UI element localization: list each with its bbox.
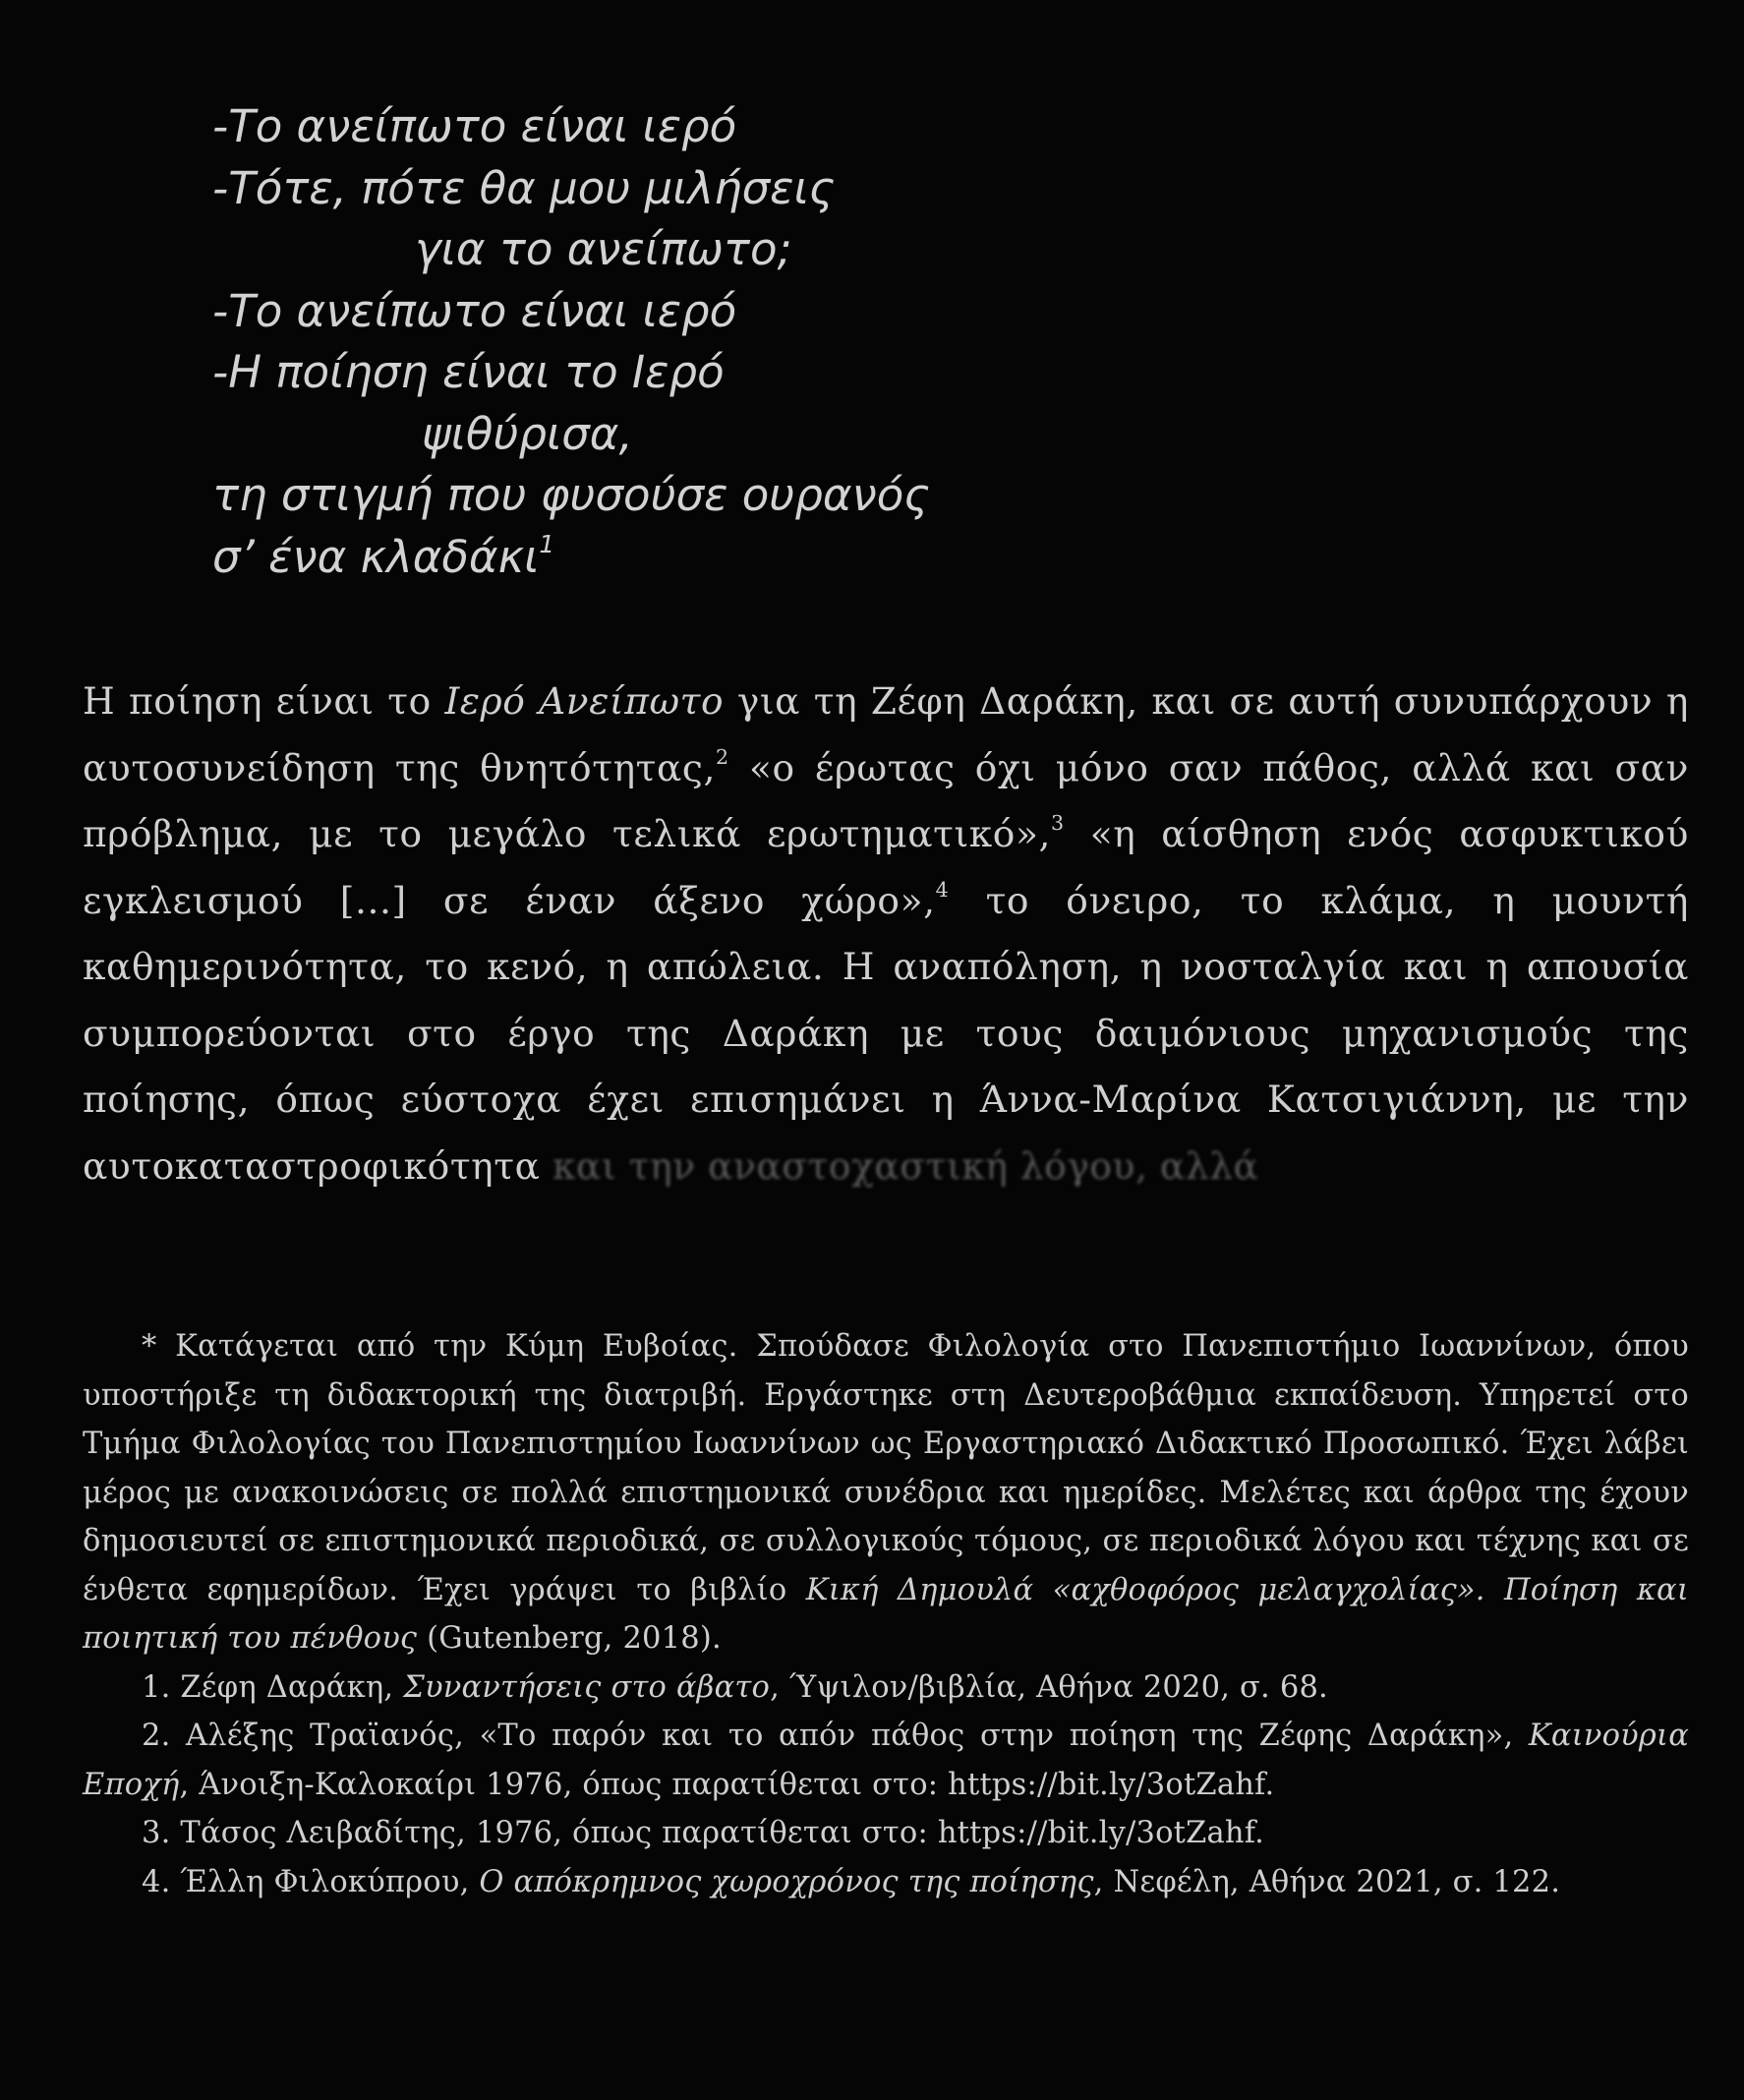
poem-line: -Η ποίηση είναι το Ιερό — [212, 346, 725, 398]
footnote-ref: 3 — [1051, 811, 1065, 836]
footnote-2 — [83, 1712, 1689, 1809]
poem-line: -Το ανείπωτο είναι ιερό — [212, 100, 737, 152]
poem-line: -Το ανείπωτο είναι ιερό — [212, 284, 737, 337]
poem-line: για το ανείπωτο; — [415, 223, 792, 275]
footnote-ref: 4 — [935, 877, 950, 902]
footnote-text: 1. Ζέφη Δαράκη, — [142, 1669, 404, 1705]
footnote-3: 3. Τάσος Λειβαδίτης, 1976, όπως παρατίθεται στο: https://bit.ly/3otZahf. — [142, 1816, 1265, 1850]
paragraph-italic: Ιερό Ανείπωτο — [444, 679, 725, 723]
bio-text: * Κατάγεται από την Κύμη Ευβοίας. Σπούδασε Φιλολογία στο Πανεπιστήμιο Ιωαννίνων, όπου υποστήριξε τη διδακτορική της διατριβή. Εργάστηκε στη Δευτεροβάθμια εκπαίδευση. Υπηρετεί στο Τμήμα Φιλολογίας του Πανεπιστημίου Ιωαννίνων ως Εργαστηριακό Διδακτικό Προσωπικό. Έχει λάβει μέρος με ανακοινώσεις σε πολλά επιστημονικά συνέδρια και ημερίδες. Μελέτες και άρθρα της έχουν δημοσιευτεί σε επιστημονικά περιοδικά, σε συλλογικούς τόμους, σε περιοδικά λόγου και τέχνης και σε ένθετα εφημερίδων. Έχει γράψει το βιβλίο — [83, 1329, 1689, 1607]
bio-book-title: Κική Δημουλά «αχθοφόρος μελαγχολίας». Ποίηση και ποιητική του πένθους — [83, 1572, 1689, 1656]
footnote-text: 4. Έλλη Φιλοκύπρου, — [142, 1864, 480, 1899]
footnote-title: Συναντήσεις στο άβατο — [403, 1669, 771, 1705]
poem-line: -Τότε, πότε θα μου μιλήσεις — [212, 161, 836, 214]
footnote-title: Καινούρια Εποχή — [83, 1719, 1689, 1802]
footnote-ref: 2 — [716, 744, 729, 769]
poem-line: τη στιγμή που φυσούσε ουρανός — [212, 469, 930, 521]
bio-text-end: (Gutenberg, 2018). — [417, 1621, 722, 1656]
footnotes — [83, 1322, 1689, 1906]
poem — [212, 96, 1490, 588]
footnote-text: , Ύψιλον/βιβλία, Αθήνα 2020, σ. 68. — [770, 1669, 1328, 1705]
paragraph-text: «η αίσθηση ενός ασφυκτικού εγκλεισμού [...] σε έναν άξενο χώρο», — [83, 812, 1689, 922]
paragraph-text: το όνειρο, το κλάμα, η μουντή καθημερινότητα, το κενό, η απώλεια. Η αναπόληση, η νοσταλγία και η απουσία συμπορεύονται στο έργο της Δαράκη με τους δαιμόνιους μηχανισμούς της ποίησης, όπως εύστοχα έχει επισημάνει η Άννα-Μαρίνα Κατσιγιάννη, με την αυτοκαταστροφικότητα — [83, 878, 1690, 1188]
paragraph-text: «ο έρωτας όχι μόνο σαν πάθος, αλλά και σαν πρόβλημα, με το μεγάλο τελικά ερωτηματικό», — [83, 745, 1689, 855]
author-bio — [83, 1322, 1689, 1663]
paragraph-faded-text: και την αναστοχαστική λόγου, αλλά — [540, 1143, 1259, 1188]
poem-line-last — [212, 527, 1490, 589]
body-paragraph — [83, 669, 1689, 1199]
paragraph-text: για τη Ζέφη Δαράκη, και σε αυτή συνυπάρχουν η αυτοσυνείδηση της θνητότητας, — [83, 679, 1689, 789]
footnote-ref: 1 — [539, 529, 555, 558]
footnote-text: , Νεφέλη, Αθήνα 2021, σ. 122. — [1093, 1864, 1561, 1899]
footnote-title: Ο απόκρημνος χωροχρόνος της ποίησης — [479, 1864, 1094, 1899]
footnote-text: 2. Αλέξης Τραϊανός, «Το παρόν και το απόν πάθος στην ποίηση της Ζέφης Δαράκη», — [142, 1719, 1529, 1753]
paragraph-text: Η ποίηση είναι το — [83, 679, 445, 723]
poem-line: ψιθύρισα, — [422, 407, 633, 460]
poem-line-text: σ’ ένα κλαδάκι — [212, 530, 540, 583]
footnote-4 — [83, 1858, 1689, 1907]
footnote-text: , Άνοιξη-Καλοκαίρι 1976, όπως παρατίθεται στο: https://bit.ly/3otZahf. — [179, 1767, 1275, 1802]
footnote-1 — [83, 1663, 1689, 1713]
